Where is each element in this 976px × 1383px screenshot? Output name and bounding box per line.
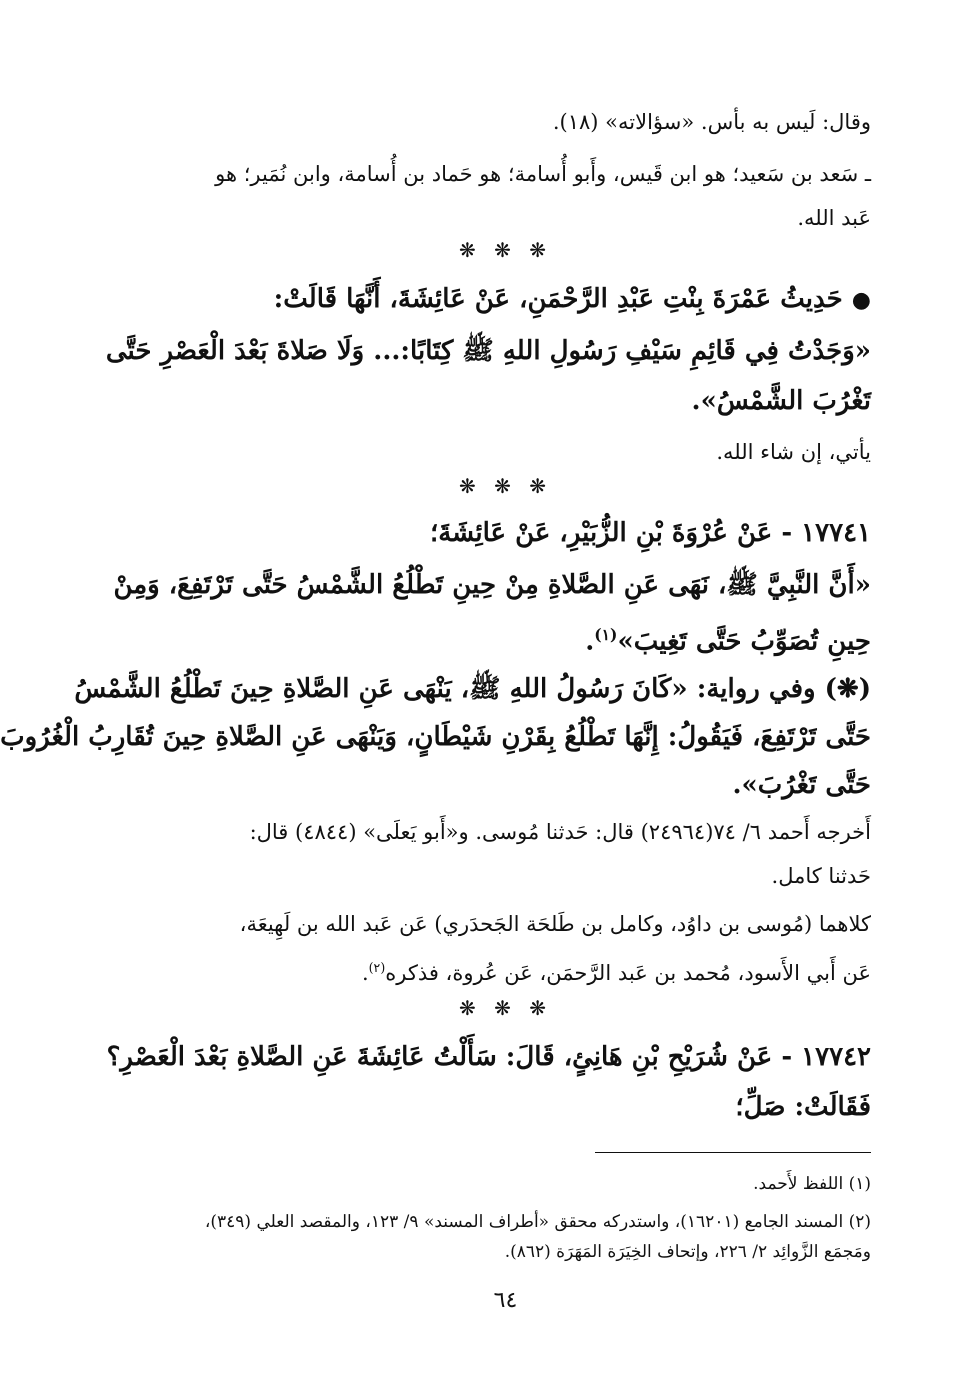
hadith-1774-text-2 bbox=[131, 618, 871, 659]
footnote-ref-2: (٢) bbox=[368, 960, 386, 975]
hadith-amra-heading-text: حَدِيثُ عَمْرَةَ بِنْتِ عَبْدِ الرَّحْمَنِ، عَنْ عَائِشَةَ، أَنَّهَا قَالَتْ: bbox=[273, 284, 843, 314]
footnote-1: (١) اللفظ لأَحمد. bbox=[753, 1174, 871, 1194]
section-separator: ❋ ❋ ❋ bbox=[459, 474, 552, 498]
hadith-1775-heading: ١٧٧٤٢ - عَنْ شُرَيْحِ بْنِ هَانِئٍ، قَالَ: سَأَلْتُ عَائِشَةَ عَنِ الصَّلاةِ بَعْدَ الْعَصْرِ؟ bbox=[106, 1042, 871, 1072]
hadith-1774-kilahuma-2 bbox=[131, 954, 871, 987]
page-number: ٦٤ bbox=[493, 1288, 518, 1313]
hadith-1774-kilahuma-1: كلاهما (مُوسى بن داوُد، وكامل بن طَلحَة الجَحدَري) عَن عَبد الله بن لَهِيعَة، bbox=[239, 912, 871, 936]
hadith-1774-rewaya-3: حَتَّى تَغْرُبَ». bbox=[732, 770, 871, 800]
hadith-1774-rewaya-2: حَتَّى تَرْتَفِعَ، فَيَقُولُ: إِنَّهَا تَطْلُعُ بِقَرْنِ شَيْطَانٍ، وَيَنْهَى عَنِ الصَّلاةِ حِينَ تُقَارِبُ الْغُرُوبَ bbox=[0, 722, 871, 752]
hadith-1774-text-2-body: حِينِ تُصَوِّبُ حَتَّى تَغِيبَ» bbox=[617, 626, 871, 657]
hadith-1774-text-1: «أَنَّ النَّبِيَّ ﷺ، نَهَى عَنِ الصَّلاةِ مِنْ حِينِ تَطْلُعُ الشَّمْسُ حَتَّى تَرْتَفِعَ، وَمِنْ bbox=[113, 570, 871, 600]
hadith-1774-takhrij-2: حَدثنا كامل. bbox=[771, 864, 871, 888]
bullet-icon: ● bbox=[851, 287, 871, 313]
footnote-divider bbox=[595, 1152, 871, 1153]
hadith-amra-heading bbox=[131, 282, 871, 317]
section-separator: ❋ ❋ ❋ bbox=[459, 238, 552, 262]
hadith-1774-text-2-end: . bbox=[585, 626, 595, 657]
hadith-1774-takhrij-1: أَخرجه أَحمد ٦/ ٧٤(٢٤٩٦٤) قال: حَدثنا مُوسى. و«أَبو يَعلَى» (٤٨٤٤) قال: bbox=[249, 820, 871, 844]
intro-line-1: وقال: لَيس به بأس. «سؤالاته» (١٨). bbox=[552, 110, 871, 134]
footnote-ref-1: (١) bbox=[594, 625, 618, 644]
intro-line-2: ـ سَعد بن سَعيد؛ هو ابن قَيس، وأَبو أُسامة؛ هو حَماد بن أُسامة، وابن نُمَير؛ هو bbox=[215, 162, 871, 186]
hadith-1775-text-2: فَقَالَتْ: صَلِّ؛ bbox=[735, 1092, 871, 1122]
footnote-2-line-1: (٢) المسند الجامع (١٦٢٠١)، واستدركه محقق «أطراف المسند» ٩/ ١٢٣، والمقصد العلي (٣٤٩)، bbox=[204, 1212, 871, 1232]
hadith-amra-text-2: تَغْرُبَ الشَّمْسُ». bbox=[691, 386, 871, 416]
footnote-2-line-2: ومَجمَع الزَّوائِد ٢/ ٢٢٦، وإتحاف الخِيَرَة المَهَرَة (٨٦٢). bbox=[504, 1242, 871, 1262]
hadith-1774-kilahuma-2-end: . bbox=[361, 961, 369, 985]
hadith-1774-kilahuma-2-body: عَن أَبي الأَسود، مُحمد بن عَبد الرَّحمَن، عَن عُروة، فذكره bbox=[385, 961, 871, 985]
intro-line-3: عَبد الله. bbox=[797, 206, 871, 230]
hadith-1774-heading: ١٧٧٤١ - عَنْ عُرْوَةَ بْنِ الزُّبَيْرِ، عَنْ عَائِشَةَ؛ bbox=[429, 518, 871, 548]
hadith-amra-text-1: «وَجَدْتُ فِي قَائِمِ سَيْفِ رَسُولِ اللهِ ﷺ كِتَابًا:... وَلَا صَلاةَ بَعْدَ الْعَصْرِ حَتَّى bbox=[105, 336, 871, 366]
section-separator: ❋ ❋ ❋ bbox=[459, 996, 552, 1020]
hadith-1774-rewaya-1: (❋) وفي رواية: «كَانَ رَسُولُ اللهِ ﷺ، يَنْهَى عَنِ الصَّلاةِ حِينَ تَطْلُعُ الشَّمْسُ bbox=[74, 674, 871, 704]
hadith-amra-note: يأتي، إن شاء الله. bbox=[716, 440, 871, 464]
